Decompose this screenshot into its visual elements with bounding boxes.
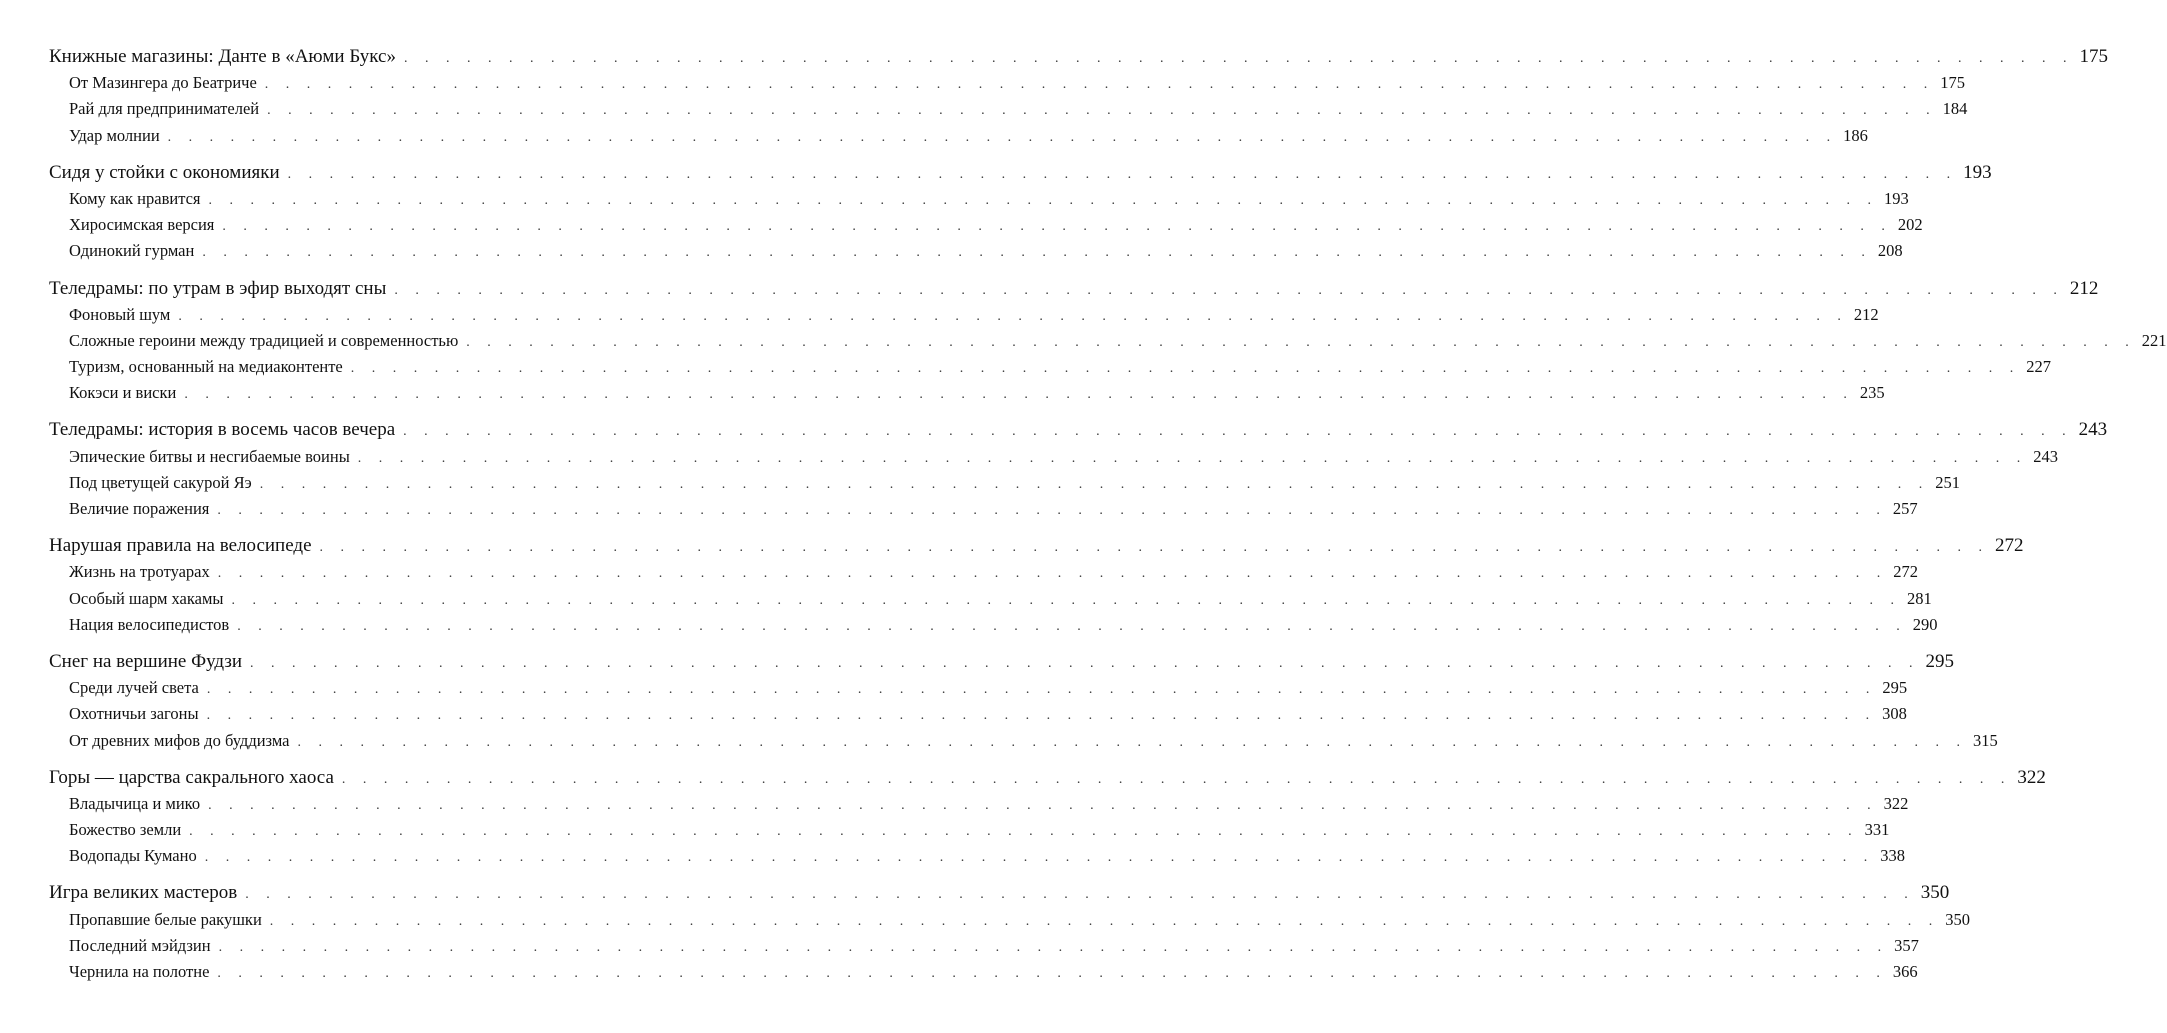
subsection-title: Под цветущей сакурой Яэ (69, 472, 252, 492)
chapter-title: Теледрамы: история в восемь часов вечера (49, 419, 396, 441)
subsection-title: Пропавшие белые ракушки (69, 909, 262, 929)
dot-leader: . . . . . . . . . . . . . . . . . . . . . . . . . . . . . . . . . . . . . . . . . . . . . . . . . . . . . . . . . . . . . . . . . . . . . . . . . . . . . . . . (264, 77, 1935, 93)
toc-subentry (49, 354, 2052, 380)
page-number: 257 (1892, 499, 1918, 518)
page-number: 202 (1897, 215, 1923, 235)
toc-subentry (49, 96, 1968, 122)
page-number: 251 (1935, 472, 1960, 492)
dot-leader: . . . . . . . . . . . . . . . . . . . . . . . . . . . . . . . . . . . . . . . . . . . . . . . . . . . . . . . . . . . . . . . . . . . . . . . . . . . . . . . . (217, 966, 1887, 981)
subsection-title: Удар молнии (69, 125, 160, 145)
toc-subentry (49, 380, 1885, 406)
subsection-title: Сложные героини между традицией и современностью (69, 330, 459, 350)
toc-subentry (49, 843, 1905, 869)
dot-leader: . . . . . . . . . . . . . . . . . . . . . . . . . . . . . . . . . . . . . . . . . . . . . . . . . . . . . . . . . . . . . . . . . . . . . . . . . . . . . . . . (218, 939, 1889, 955)
dot-leader: . . . . . . . . . . . . . . . . . . . . . . . . . . . . . . . . . . . . . . . . . . . . . . . . . . . . . . . . . . . . . . . . . . . . . . . . . . . . . . . . (403, 51, 2074, 66)
page-number: 350 (1920, 882, 1950, 904)
page-number: 357 (1894, 935, 1919, 955)
chapter-title: Игра великих мастеров (49, 882, 238, 904)
page-number: 295 (1882, 678, 1908, 698)
page-number: 193 (1884, 188, 1909, 208)
page-number: 322 (1883, 793, 1909, 813)
dot-leader: . . . . . . . . . . . . . . . . . . . . . . . . . . . . . . . . . . . . . . . . . . . . . . . . . . . . . . . . . . . . . . . . . . . . . . . . . . . . . . . . (319, 540, 1990, 556)
page-number: 175 (2079, 46, 2108, 67)
toc-chapter-entry (49, 765, 2046, 791)
toc-subentry (49, 70, 1966, 96)
dot-leader: . . . . . . . . . . . . . . . . . . . . . . . . . . . . . . . . . . . . . . . . . . . . . . . . . . . . . . . . . . . . . . . . . . . . . . . . . . . . . . . . (403, 424, 2073, 440)
page-number: 290 (1912, 614, 1938, 634)
page-number: 227 (2026, 357, 2052, 377)
page-number: 243 (2078, 419, 2108, 441)
chapter-title: Сидя у стойки с окономияки (49, 161, 280, 183)
toc-subentry (49, 907, 1971, 933)
dot-leader: . . . . . . . . . . . . . . . . . . . . . . . . . . . . . . . . . . . . . . . . . . . . . . . . . . . . . . . . . . . . . . . . . . . . . . . . . . . . . . . . (217, 566, 1888, 582)
page-number: 243 (2033, 446, 2059, 466)
toc-section (49, 880, 1971, 985)
page-number: 212 (2069, 277, 2099, 299)
dot-leader: . . . . . . . . . . . . . . . . . . . . . . . . . . . . . . . . . . . . . . . . . . . . . . . . . . . . . . . . . . . . . . . . . . . . . . . . . . . . . . . . (357, 450, 2028, 466)
toc-subentry (49, 302, 1879, 328)
subsection-title: Кому как нравится (69, 188, 201, 208)
page-number: 350 (1945, 909, 1971, 929)
subsection-title: Туризм, основанный на медиаконтенте (69, 357, 343, 377)
dot-leader: . . . . . . . . . . . . . . . . . . . . . . . . . . . . . . . . . . . . . . . . . . . . . . . . . . . . . . . . . . . . . . . . . . . . . . . . . . . . . . . . (394, 282, 2064, 298)
toc-section (49, 533, 2024, 638)
page-number: 366 (1892, 962, 1918, 981)
dot-leader: . . . . . . . . . . . . . . . . . . . . . . . . . . . . . . . . . . . . . . . . . . . . . . . . . . . . . . . . . . . . . . . . . . . . . . . . . . . . . . . . (184, 387, 1854, 403)
toc-chapter-entry (49, 880, 1950, 906)
subsection-title: Нация велосипедистов (69, 614, 230, 634)
toc-subentry (49, 612, 1938, 638)
subsection-title: Жизнь на тротуарах (69, 562, 210, 582)
dot-leader: . . . . . . . . . . . . . . . . . . . . . . . . . . . . . . . . . . . . . . . . . . . . . . . . . . . . . . . . . . . . . . . . . . . . . . . . . . . . . . . . (204, 850, 1875, 866)
dot-leader: . . . . . . . . . . . . . . . . . . . . . . . . . . . . . . . . . . . . . . . . . . . . . . . . . . . . . . . . . . . . . . . . . . . . . . . . . . . . . . . . (297, 734, 1967, 750)
page-number: 338 (1880, 846, 1905, 866)
page-number: 331 (1864, 820, 1890, 840)
subsection-title: От древних мифов до буддизма (69, 730, 290, 750)
subsection-title: Охотничьи загоны (69, 704, 199, 724)
chapter-title: Нарушая правила на велосипеде (49, 535, 312, 557)
dot-leader: . . . . . . . . . . . . . . . . . . . . . . . . . . . . . . . . . . . . . . . . . . . . . . . . . . . . . . . . . . . . . . . . . . . . . . . . . . . . . . . . (231, 592, 1901, 608)
subsection-title: Владычица и мико (69, 793, 201, 813)
dot-leader: . . . . . . . . . . . . . . . . . . . . . . . . . . . . . . . . . . . . . . . . . . . . . . . . . . . . . . . . . . . . . . . . . . . . . . . . . . . . . . . . (350, 361, 2021, 377)
toc-section (49, 417, 2108, 522)
toc-subentry (49, 817, 1890, 843)
toc-subentry (49, 728, 1998, 754)
dot-leader: . . . . . . . . . . . . . . . . . . . . . . . . . . . . . . . . . . . . . . . . . . . . . . . . . . . . . . . . . . . . . . . . . . . . . . . . . . . . . . . . (267, 103, 1937, 119)
dot-leader: . . . . . . . . . . . . . . . . . . . . . . . . . . . . . . . . . . . . . . . . . . . . . . . . . . . . . . . . . . . . . . . . . . . . . . . . . . . . . . . . (206, 682, 1877, 698)
subsection-title: Кокэси и виски (69, 383, 177, 403)
dot-leader: . . . . . . . . . . . . . . . . . . . . . . . . . . . . . . . . . . . . . . . . . . . . . . . . . . . . . . . . . . . . . . . . . . . . . . . . . . . . . . . . (269, 913, 1940, 929)
toc-subentry (49, 212, 1923, 238)
toc-subentry (49, 123, 1868, 149)
toc-section (49, 765, 2046, 870)
subsection-title: Божество земли (69, 820, 182, 840)
toc-chapter-entry (49, 649, 1954, 675)
toc-section (49, 649, 1998, 754)
page-number: 186 (1843, 125, 1868, 145)
toc-chapter-entry (49, 160, 1992, 186)
toc-subentry (49, 675, 1908, 701)
chapter-title: Снег на вершине Фудзи (49, 650, 242, 672)
page-number: 322 (2017, 766, 2046, 788)
toc-subentry (49, 328, 2167, 354)
toc-section (49, 160, 1992, 265)
page-number: 281 (1907, 588, 1932, 608)
toc-subentry (49, 559, 1919, 585)
subsection-title: Последний мэйдзин (69, 935, 211, 955)
subsection-title: Водопады Кумано (69, 846, 197, 866)
dot-leader: . . . . . . . . . . . . . . . . . . . . . . . . . . . . . . . . . . . . . . . . . . . . . . . . . . . . . . . . . . . . . . . . . . . . . . . . . . . . . . . . (208, 797, 1878, 813)
page-number: 295 (1925, 650, 1954, 672)
toc-subentry (49, 186, 1909, 212)
toc-chapter-entry (49, 533, 2024, 559)
dot-leader: . . . . . . . . . . . . . . . . . . . . . . . . . . . . . . . . . . . . . . . . . . . . . . . . . . . . . . . . . . . . . . . . . . . . . . . . . . . . . . . . (222, 219, 1892, 235)
toc-subentry (49, 470, 1960, 496)
subsection-title: От Мазингера до Беатриче (69, 73, 257, 93)
toc-chapter-entry (49, 417, 2108, 443)
toc-subentry (49, 496, 1918, 522)
toc-subentry (49, 933, 1919, 959)
subsection-title: Среди лучей света (69, 678, 199, 698)
subsection-title: Эпические битвы и несгибаемые воины (69, 446, 350, 466)
chapter-title: Теледрамы: по утрам в эфир выходят сны (49, 277, 387, 299)
toc-chapter-entry (49, 276, 2099, 302)
dot-leader: . . . . . . . . . . . . . . . . . . . . . . . . . . . . . . . . . . . . . . . . . . . . . . . . . . . . . . . . . . . . . . . . . . . . . . . . . . . . . . . . (287, 166, 1958, 182)
toc-subentry (49, 701, 1907, 727)
dot-leader: . . . . . . . . . . . . . . . . . . . . . . . . . . . . . . . . . . . . . . . . . . . . . . . . . . . . . . . . . . . . . . . . . . . . . . . . . . . . . . . . (208, 192, 1879, 208)
toc-section (49, 44, 2108, 149)
dot-leader: . . . . . . . . . . . . . . . . . . . . . . . . . . . . . . . . . . . . . . . . . . . . . . . . . . . . . . . . . . . . . . . . . . . . . . . . . . . . . . . . (245, 887, 1915, 903)
toc-subentry (49, 586, 1932, 612)
dot-leader: . . . . . . . . . . . . . . . . . . . . . . . . . . . . . . . . . . . . . . . . . . . . . . . . . . . . . . . . . . . . . . . . . . . . . . . . . . . . . . . . (206, 708, 1877, 724)
dot-leader: . . . . . . . . . . . . . . . . . . . . . . . . . . . . . . . . . . . . . . . . . . . . . . . . . . . . . . . . . . . . . . . . . . . . . . . . . . . . . . . . (341, 771, 2012, 787)
subsection-title: Рай для предпринимателей (69, 99, 260, 119)
toc-subentry (49, 238, 1903, 264)
page-number: 315 (1972, 730, 1998, 750)
dot-leader: . . . . . . . . . . . . . . . . . . . . . . . . . . . . . . . . . . . . . . . . . . . . . . . . . . . . . . . . . . . . . . . . . . . . . . . . . . . . . . . . (217, 503, 1887, 518)
toc-subentry (49, 959, 1918, 985)
page-number: 272 (1893, 562, 1919, 582)
toc-subentry (49, 791, 1909, 817)
page-number: 193 (1963, 161, 1992, 183)
page-number: 175 (1940, 73, 1966, 93)
page-number: 235 (1859, 383, 1885, 403)
dot-leader: . . . . . . . . . . . . . . . . . . . . . . . . . . . . . . . . . . . . . . . . . . . . . . . . . . . . . . . . . . . . . . . . . . . . . . . . . . . . . . . . (167, 129, 1838, 145)
page-number: 212 (1853, 304, 1879, 324)
table-of-contents (49, 44, 2167, 985)
subsection-title: Чернила на полотне (69, 962, 210, 981)
subsection-title: Особый шарм хакамы (69, 588, 224, 608)
dot-leader: . . . . . . . . . . . . . . . . . . . . . . . . . . . . . . . . . . . . . . . . . . . . . . . . . . . . . . . . . . . . . . . . . . . . . . . . . . . . . . . . (178, 308, 1848, 324)
dot-leader: . . . . . . . . . . . . . . . . . . . . . . . . . . . . . . . . . . . . . . . . . . . . . . . . . . . . . . . . . . . . . . . . . . . . . . . . . . . . . . . . (259, 476, 1930, 492)
page-number: 272 (1995, 535, 2024, 557)
page-number: 221 (2141, 330, 2167, 350)
dot-leader: . . . . . . . . . . . . . . . . . . . . . . . . . . . . . . . . . . . . . . . . . . . . . . . . . . . . . . . . . . . . . . . . . . . . . . . . . . . . . . . . (237, 618, 1907, 634)
subsection-title: Одинокий гурман (69, 241, 195, 261)
dot-leader: . . . . . . . . . . . . . . . . . . . . . . . . . . . . . . . . . . . . . . . . . . . . . . . . . . . . . . . . . . . . . . . . . . . . . . . . . . . . . . . . (250, 655, 1920, 671)
page-number: 308 (1882, 704, 1907, 724)
subsection-title: Величие поражения (69, 499, 210, 518)
toc-subentry (49, 444, 2059, 470)
dot-leader: . . . . . . . . . . . . . . . . . . . . . . . . . . . . . . . . . . . . . . . . . . . . . . . . . . . . . . . . . . . . . . . . . . . . . . . . . . . . . . . . (466, 334, 2136, 350)
page-number: 184 (1942, 99, 1968, 119)
toc-section (49, 276, 2167, 407)
chapter-title: Горы — царства сакрального хаоса (49, 766, 334, 788)
subsection-title: Хиросимская версия (69, 215, 215, 235)
dot-leader: . . . . . . . . . . . . . . . . . . . . . . . . . . . . . . . . . . . . . . . . . . . . . . . . . . . . . . . . . . . . . . . . . . . . . . . . . . . . . . . . (189, 824, 1859, 840)
subsection-title: Фоновый шум (69, 304, 171, 324)
page-number: 208 (1877, 241, 1903, 261)
dot-leader: . . . . . . . . . . . . . . . . . . . . . . . . . . . . . . . . . . . . . . . . . . . . . . . . . . . . . . . . . . . . . . . . . . . . . . . . . . . . . . . . (202, 245, 1872, 261)
chapter-title: Книжные магазины: Данте в «Аюми Букс» (49, 46, 396, 67)
toc-chapter-entry (49, 44, 2108, 70)
